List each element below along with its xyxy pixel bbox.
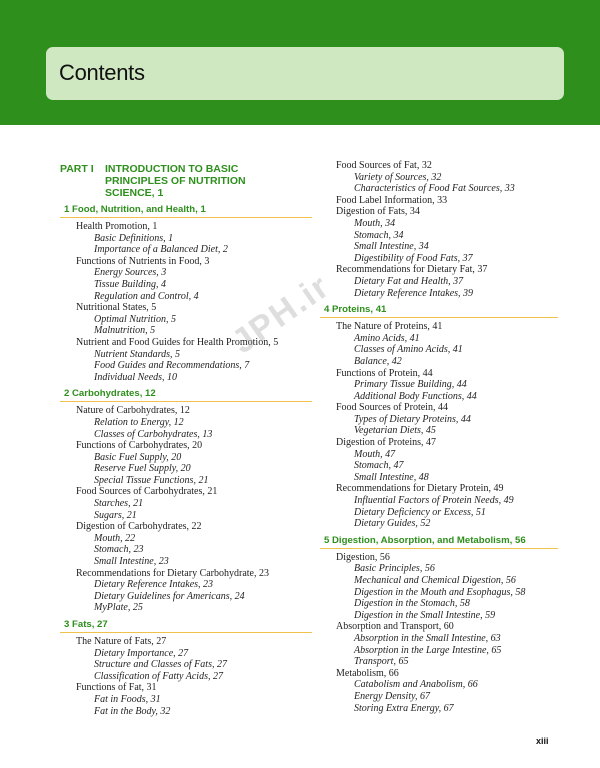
toc-subentry[interactable]: Relation to Energy, 12 <box>94 416 184 428</box>
toc-subentry[interactable]: Vegetarian Diets, 45 <box>354 425 436 437</box>
toc-entry[interactable]: Nature of Carbohydrates, 12 <box>76 405 190 417</box>
toc-subentry[interactable]: Digestion in the Small Intestine, 59 <box>354 609 496 621</box>
toc-entry[interactable]: Food Label Information, 33 <box>336 194 448 206</box>
toc-subentry[interactable]: Digestion in the Mouth and Esophagus, 58 <box>354 586 526 598</box>
toc-subentry[interactable]: Absorption in the Small Intestine, 63 <box>354 632 501 644</box>
toc-subentry[interactable]: Small Intestine, 48 <box>354 471 429 483</box>
toc-entry[interactable]: Digestion of Fats, 34 <box>336 206 420 218</box>
toc-subentry[interactable]: Types of Dietary Proteins, 44 <box>354 413 471 425</box>
toc-entry[interactable]: Recommendations for Dietary Fat, 37 <box>336 264 488 276</box>
toc-subentry[interactable]: Dietary Guidelines for Americans, 24 <box>94 590 245 602</box>
toc-subentry[interactable]: Regulation and Control, 4 <box>94 290 199 302</box>
toc-subentry[interactable]: Fat in the Body, 32 <box>94 705 171 717</box>
toc-subentry[interactable]: Additional Body Functions, 44 <box>354 390 477 402</box>
toc-subentry[interactable]: Classes of Amino Acids, 41 <box>354 344 463 356</box>
toc-subentry[interactable]: Transport, 65 <box>354 656 409 668</box>
toc-subentry[interactable]: Influential Factors of Protein Needs, 49 <box>354 495 514 507</box>
toc-subentry[interactable]: Variety of Sources, 32 <box>354 171 442 183</box>
toc-subentry[interactable]: Amino Acids, 41 <box>354 332 420 344</box>
toc-entry[interactable]: Functions of Fat, 31 <box>76 682 157 694</box>
toc-subentry[interactable]: Importance of a Balanced Diet, 2 <box>94 244 228 256</box>
left-entries <box>60 203 312 717</box>
toc-subentry[interactable]: Mouth, 22 <box>94 532 136 544</box>
toc-entry[interactable]: Digestion of Carbohydrates, 22 <box>76 521 202 533</box>
chapter-heading[interactable]: 3 Fats, 27 <box>60 618 312 633</box>
part-heading <box>60 163 312 199</box>
toc-subentry[interactable]: Stomach, 47 <box>354 460 404 472</box>
toc-entry[interactable]: Recommendations for Dietary Carbohydrate, 23 <box>76 567 269 579</box>
toc-subentry[interactable]: Stomach, 34 <box>354 229 404 241</box>
title-box <box>46 47 564 100</box>
toc-entry[interactable]: The Nature of Fats, 27 <box>76 636 167 647</box>
right-entries <box>320 160 558 714</box>
part-title: INTRODUCTION TO BASIC PRINCIPLES OF NUTRITION SCIENCE, 1 <box>105 163 246 199</box>
toc-subentry[interactable]: Individual Needs, 10 <box>94 371 178 383</box>
chapter-heading[interactable]: 4 Proteins, 41 <box>320 303 558 318</box>
toc-entry[interactable]: Food Sources of Fat, 32 <box>336 160 432 171</box>
toc-subentry[interactable]: Nutrient Standards, 5 <box>94 348 181 360</box>
toc-subentry[interactable]: Malnutrition, 5 <box>94 325 156 337</box>
toc-entry[interactable]: The Nature of Proteins, 41 <box>336 321 443 333</box>
toc-subentry[interactable]: Mouth, 34 <box>354 217 396 229</box>
toc-subentry[interactable]: Characteristics of Food Fat Sources, 33 <box>354 183 515 195</box>
toc-subentry[interactable]: Stomach, 23 <box>94 544 144 556</box>
toc-entry[interactable]: Metabolism, 66 <box>336 667 399 679</box>
toc-entry[interactable]: Nutritional States, 5 <box>76 302 157 314</box>
toc-subentry[interactable]: Fat in Foods, 31 <box>94 693 161 705</box>
toc-subentry[interactable]: Absorption in the Large Intestine, 65 <box>354 644 502 656</box>
toc-subentry[interactable]: Energy Density, 67 <box>354 690 431 702</box>
toc-subentry[interactable]: Dietary Reference Intakes, 39 <box>354 287 474 299</box>
left-column <box>60 160 312 717</box>
toc-subentry[interactable]: Classification of Fatty Acids, 27 <box>94 670 223 682</box>
page-title: Contents <box>59 60 145 85</box>
chapter-heading[interactable]: 1 Food, Nutrition, and Health, 1 <box>60 203 312 218</box>
toc-subentry[interactable]: Dietary Reference Intakes, 23 <box>94 579 214 591</box>
toc-subentry[interactable]: Tissue Building, 4 <box>94 278 166 290</box>
toc-entry[interactable]: Functions of Protein, 44 <box>336 367 433 379</box>
toc-subentry[interactable]: Small Intestine, 23 <box>94 556 169 568</box>
toc-entry[interactable]: Food Sources of Protein, 44 <box>336 402 448 414</box>
toc-subentry[interactable]: Classes of Carbohydrates, 13 <box>94 428 213 440</box>
toc-subentry[interactable]: Basic Principles, 56 <box>354 563 435 575</box>
toc-subentry[interactable]: Primary Tissue Building, 44 <box>354 379 467 391</box>
toc-subentry[interactable]: Mechanical and Chemical Digestion, 56 <box>354 575 516 586</box>
header-band <box>0 0 600 125</box>
toc-entry[interactable]: Recommendations for Dietary Protein, 49 <box>336 483 504 495</box>
toc-subentry[interactable]: Dietary Fat and Health, 37 <box>354 275 464 287</box>
toc-subentry[interactable]: Dietary Guides, 52 <box>354 518 431 530</box>
toc-subentry[interactable]: Starches, 21 <box>94 498 144 510</box>
toc-subentry[interactable]: Reserve Fuel Supply, 20 <box>94 463 191 475</box>
toc-subentry[interactable]: Food Guides and Recommendations, 7 <box>94 360 250 372</box>
chapter-heading[interactable]: 5 Digestion, Absorption, and Metabolism, 56 <box>320 534 558 549</box>
toc-subentry[interactable]: Structure and Classes of Fats, 27 <box>94 659 227 671</box>
toc-subentry[interactable]: Basic Fuel Supply, 20 <box>94 451 182 463</box>
toc-subentry[interactable]: Mouth, 47 <box>354 448 396 460</box>
toc-entry[interactable]: Functions of Carbohydrates, 20 <box>76 440 203 452</box>
toc-subentry[interactable]: Energy Sources, 3 <box>94 267 167 279</box>
toc-entry[interactable]: Food Sources of Carbohydrates, 21 <box>76 486 218 498</box>
toc-subentry[interactable]: Dietary Deficiency or Excess, 51 <box>354 506 486 518</box>
toc-subentry[interactable]: Small Intestine, 34 <box>354 241 429 253</box>
toc-entry[interactable]: Functions of Nutrients in Food, 3 <box>76 255 210 267</box>
toc-entry[interactable]: Nutrient and Food Guides for Health Promotion, 5 <box>76 336 279 348</box>
toc-subentry[interactable]: Sugars, 21 <box>94 509 137 521</box>
toc-entry[interactable]: Health Promotion, 1 <box>76 221 158 232</box>
watermark: JPH.ir <box>225 266 338 362</box>
part-number: PART I <box>60 163 94 175</box>
toc-entry[interactable]: Absorption and Transport, 60 <box>336 621 454 633</box>
chapter-heading[interactable]: 2 Carbohydrates, 12 <box>60 387 312 402</box>
toc-entry[interactable]: Digestion of Proteins, 47 <box>336 437 436 449</box>
toc-subentry[interactable]: Catabolism and Anabolism, 66 <box>354 679 478 691</box>
toc-subentry[interactable]: Digestion in the Stomach, 58 <box>354 598 470 610</box>
page-number: xiii <box>536 736 549 746</box>
toc-subentry[interactable]: Balance, 42 <box>354 355 402 367</box>
toc-subentry[interactable]: Storing Extra Energy, 67 <box>354 702 454 714</box>
toc-subentry[interactable]: MyPlate, 25 <box>94 602 143 614</box>
toc-entry[interactable]: Digestion, 56 <box>336 551 390 563</box>
toc-subentry[interactable]: Basic Definitions, 1 <box>94 232 174 244</box>
toc-subentry[interactable]: Digestibility of Food Fats, 37 <box>354 252 473 264</box>
toc-subentry[interactable]: Special Tissue Functions, 21 <box>94 474 209 486</box>
toc-subentry[interactable]: Dietary Importance, 27 <box>94 647 189 659</box>
toc-subentry[interactable]: Optimal Nutrition, 5 <box>94 313 176 325</box>
right-column <box>320 160 558 714</box>
